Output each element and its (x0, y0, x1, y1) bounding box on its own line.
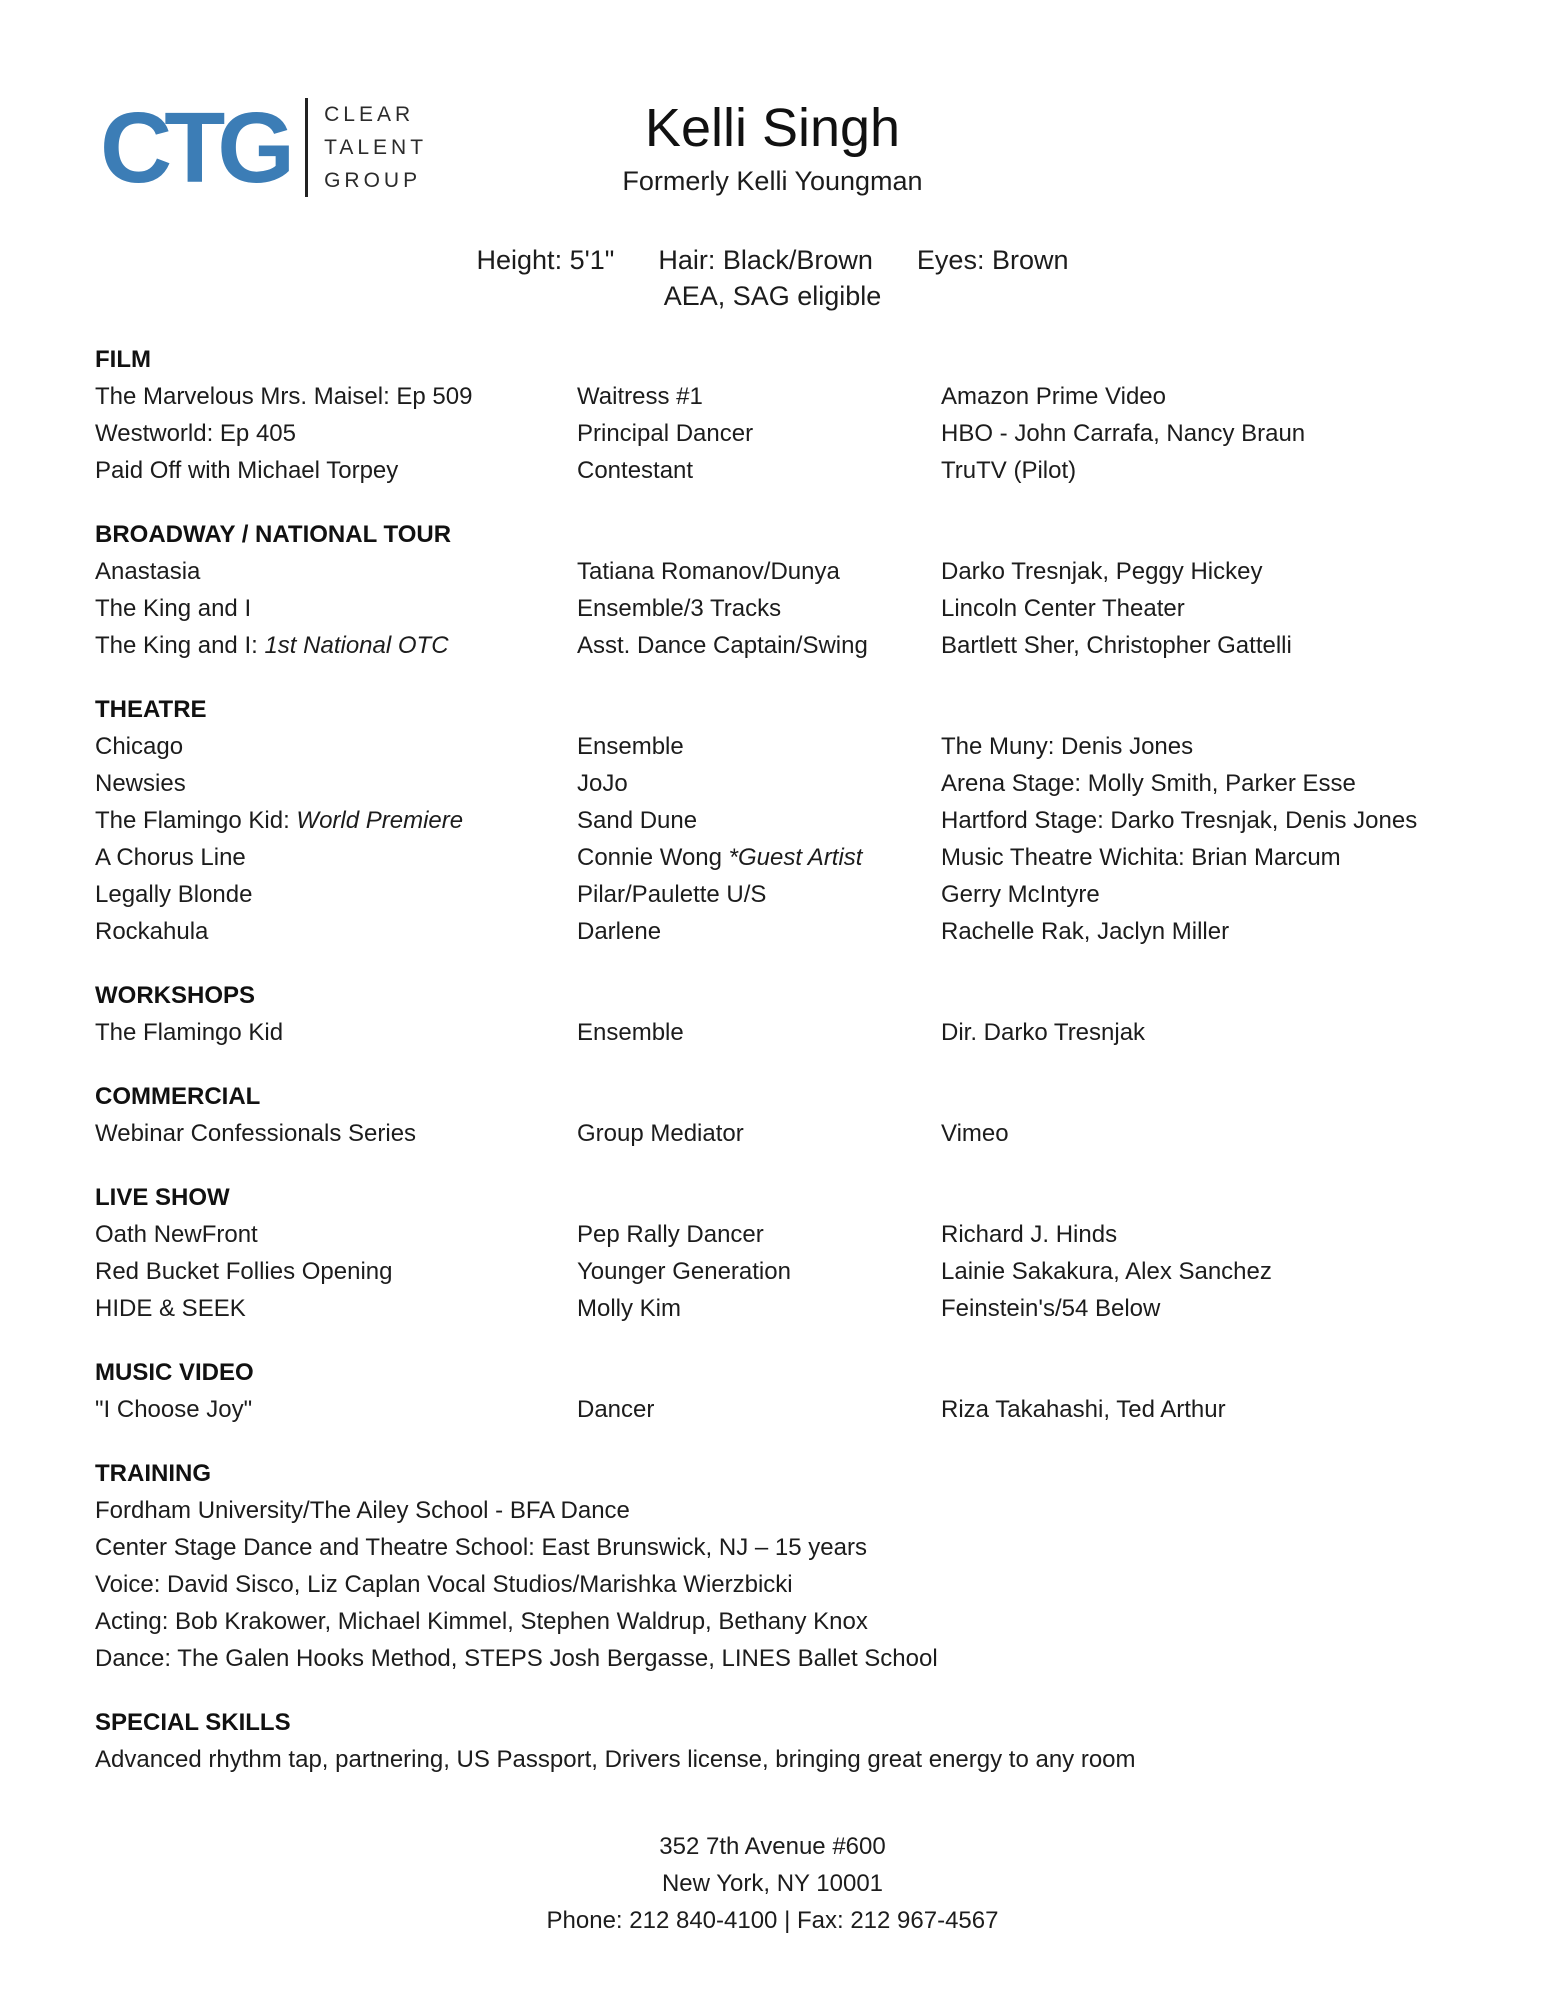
table-cell-c3: Richard J. Hinds (941, 1221, 1118, 1248)
cell-italic-text: 1st National OTC (264, 632, 449, 659)
table-cell-c1 (95, 627, 577, 664)
table-cell-c1: The Flamingo Kid (95, 1019, 284, 1046)
ctg-logo (100, 91, 428, 204)
section-title: MUSIC VIDEO (95, 1359, 254, 1386)
section-title: WORKSHOPS (95, 982, 256, 1009)
table-cell-c3: Hartford Stage: Darko Tresnjak, Denis Jones (941, 807, 1418, 834)
stat-eyes: Eyes: Brown (916, 245, 1069, 275)
section-theatre (95, 691, 1485, 950)
table-cell-c3: Lincoln Center Theater (941, 595, 1185, 622)
section-workshops (95, 977, 1485, 1051)
logo-word-talent: TALENT (324, 136, 428, 159)
table-row (95, 378, 1485, 415)
table-cell-c3: Dir. Darko Tresnjak (941, 1019, 1146, 1046)
table-row (95, 1391, 1485, 1428)
former-name: Formerly Kelli Youngman (622, 166, 923, 196)
text-line: Dance: The Galen Hooks Method, STEPS Josh Bergasse, LINES Ballet School (95, 1645, 938, 1672)
table-cell-c1: Webinar Confessionals Series (95, 1120, 417, 1147)
text-line: Fordham University/The Ailey School - BFA Dance (95, 1497, 630, 1524)
table-row (95, 765, 1485, 802)
table-cell-c3: Amazon Prime Video (941, 383, 1166, 410)
table-cell-c1: Newsies (95, 770, 186, 797)
table-cell-c1: Red Bucket Follies Opening (95, 1258, 393, 1285)
logo-word-clear: CLEAR (324, 103, 415, 126)
table-cell-c2: Principal Dancer (577, 420, 754, 447)
footer-address-line: 352 7th Avenue #600 (659, 1833, 886, 1860)
table-cell-c2: Sand Dune (577, 807, 698, 834)
table-cell-c2: Pilar/Paulette U/S (577, 881, 767, 908)
cell-text: The Flamingo Kid: (95, 807, 297, 834)
text-line: Voice: David Sisco, Liz Caplan Vocal Studios/Marishka Wierzbicki (95, 1571, 793, 1598)
table-cell-c2: Ensemble (577, 733, 684, 760)
section-title: TRAINING (95, 1460, 211, 1487)
table-cell-c1: "I Choose Joy" (95, 1396, 253, 1423)
text-line: Center Stage Dance and Theatre School: East Brunswick, NJ – 15 years (95, 1534, 867, 1561)
table-cell-c3: Gerry McIntyre (941, 881, 1100, 908)
section-title: COMMERCIAL (95, 1083, 261, 1110)
table-cell-c3: Music Theatre Wichita: Brian Marcum (941, 844, 1341, 871)
cell-italic-text: World Premiere (296, 807, 464, 834)
table-row (95, 876, 1485, 913)
table-cell-c2 (577, 839, 941, 876)
table-cell-c1: Anastasia (95, 558, 201, 585)
table-cell-c1: HIDE & SEEK (95, 1295, 246, 1322)
performer-name: Kelli Singh (644, 98, 901, 158)
table-cell-c3: Bartlett Sher, Christopher Gattelli (941, 632, 1292, 659)
footer-city-line: New York, NY 10001 (661, 1870, 884, 1897)
table-cell-c3: Vimeo (941, 1120, 1009, 1147)
table-row (95, 590, 1485, 627)
section-title: THEATRE (95, 696, 207, 723)
table-row (95, 1253, 1485, 1290)
section-title: SPECIAL SKILLS (95, 1709, 291, 1736)
cell-italic-text: *Guest Artist (728, 844, 863, 871)
table-cell-c2: JoJo (577, 770, 628, 797)
section-title: BROADWAY / NATIONAL TOUR (95, 521, 452, 548)
cell-text: Connie Wong (577, 844, 729, 871)
table-cell-c2: Asst. Dance Captain/Swing (577, 632, 868, 659)
table-row (95, 1216, 1485, 1253)
table-cell-c2: Ensemble (577, 1019, 684, 1046)
ctg-logo-acronym: CTG (100, 91, 288, 204)
table-cell-c1: Westworld: Ep 405 (95, 420, 296, 447)
table-cell-c2: Dancer (577, 1396, 655, 1423)
cell-text: The King and I: (95, 632, 265, 659)
section-broadway-national-tour (95, 516, 1485, 664)
table-cell-c1: Oath NewFront (95, 1221, 258, 1248)
table-row (95, 1290, 1485, 1327)
table-cell-c1: Paid Off with Michael Torpey (95, 457, 399, 484)
logo-word-group: GROUP (324, 169, 422, 192)
table-cell-c3: Darko Tresnjak, Peggy Hickey (941, 558, 1263, 585)
footer-phone-line: Phone: 212 840-4100 | Fax: 212 967-4567 (546, 1907, 999, 1934)
table-row (95, 415, 1485, 452)
stat-height: Height: 5'1" (476, 245, 615, 275)
table-row (95, 553, 1485, 590)
footer-contact (0, 1828, 1545, 1939)
table-row (95, 1115, 1485, 1152)
table-cell-c1 (95, 802, 577, 839)
table-cell-c2: Younger Generation (577, 1258, 791, 1285)
table-cell-c3: TruTV (Pilot) (941, 457, 1077, 484)
section-music-video (95, 1354, 1485, 1428)
table-row (95, 839, 1485, 876)
section-commercial (95, 1078, 1485, 1152)
table-cell-c3: Riza Takahashi, Ted Arthur (941, 1396, 1226, 1423)
union-status: AEA, SAG eligible (663, 281, 882, 311)
table-cell-c2: Pep Rally Dancer (577, 1221, 764, 1248)
stats-line (0, 242, 1545, 278)
table-cell-c1: Legally Blonde (95, 881, 253, 908)
section-live-show (95, 1179, 1485, 1327)
table-cell-c3: Lainie Sakakura, Alex Sanchez (941, 1258, 1272, 1285)
section-film (95, 341, 1485, 489)
table-cell-c2: Ensemble/3 Tracks (577, 595, 782, 622)
table-cell-c3: HBO - John Carrafa, Nancy Braun (941, 420, 1306, 447)
table-row (95, 802, 1485, 839)
table-cell-c1: A Chorus Line (95, 844, 246, 871)
table-row (95, 913, 1485, 950)
table-row (95, 627, 1485, 664)
table-cell-c3: Feinstein's/54 Below (941, 1295, 1161, 1322)
table-row (95, 452, 1485, 489)
section-special-skills (95, 1704, 1485, 1778)
table-cell-c2: Molly Kim (577, 1295, 682, 1322)
table-row (95, 728, 1485, 765)
ctg-logo-wordmark (305, 98, 427, 197)
resume-sections (95, 341, 1485, 1778)
table-cell-c1: The Marvelous Mrs. Maisel: Ep 509 (95, 383, 473, 410)
table-cell-c3: Arena Stage: Molly Smith, Parker Esse (941, 770, 1356, 797)
text-line: Advanced rhythm tap, partnering, US Passport, Drivers license, bringing great energy to any room (95, 1746, 1136, 1773)
section-title: FILM (95, 346, 151, 373)
table-row (95, 1014, 1485, 1051)
table-cell-c2: Darlene (577, 918, 662, 945)
stat-hair: Hair: Black/Brown (658, 245, 873, 275)
table-cell-c3: The Muny: Denis Jones (941, 733, 1194, 760)
section-title: LIVE SHOW (95, 1184, 230, 1211)
table-cell-c3: Rachelle Rak, Jaclyn Miller (941, 918, 1230, 945)
table-cell-c1: Chicago (95, 733, 184, 760)
table-cell-c2: Tatiana Romanov/Dunya (577, 558, 840, 585)
table-cell-c2: Waitress #1 (577, 383, 703, 410)
text-line: Acting: Bob Krakower, Michael Kimmel, Stephen Waldrup, Bethany Knox (95, 1608, 868, 1635)
table-cell-c1: Rockahula (95, 918, 209, 945)
section-training (95, 1455, 1485, 1677)
table-cell-c2: Contestant (577, 457, 694, 484)
table-cell-c1: The King and I (95, 595, 252, 622)
table-cell-c2: Group Mediator (577, 1120, 744, 1147)
